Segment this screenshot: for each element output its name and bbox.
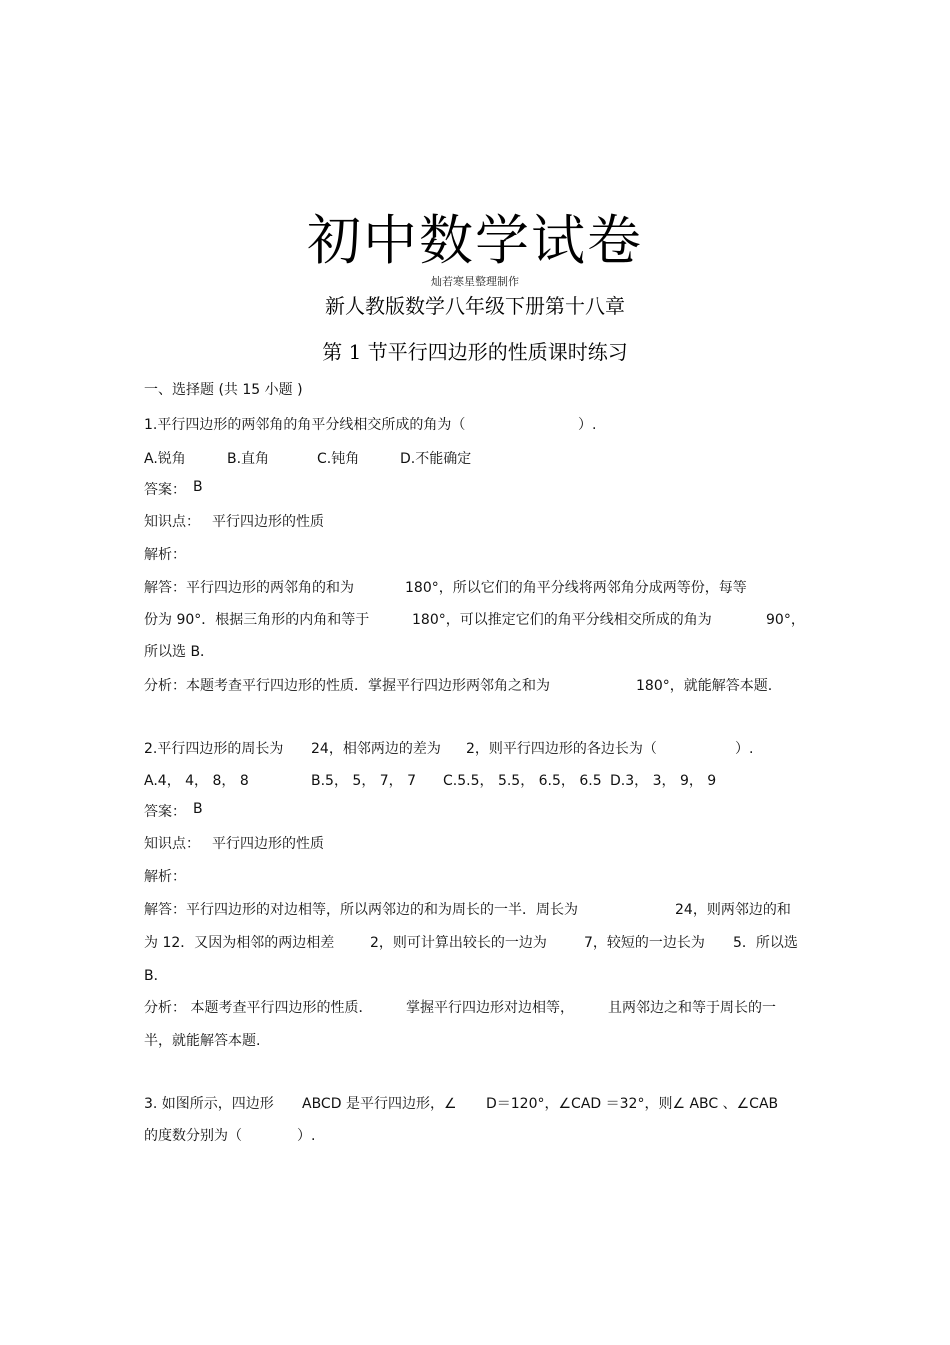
q2-solution-2a: 为 12．又因为相邻的两边相差 xyxy=(144,935,335,951)
q2-stem-c: 2，则平行四边形的各边长为（ xyxy=(466,741,657,757)
q2-stem-d: ）. xyxy=(735,741,754,757)
q1-solution-2c: 90°， xyxy=(766,612,805,628)
q1-analysis-b: 180°，就能解答本题. xyxy=(636,678,773,694)
q2-option-d: D.3， 3， 9， 9 xyxy=(610,773,717,789)
q1-answer-label: 答案： xyxy=(144,482,186,498)
q2-analysis-1a: 分析： 本题考查平行四边形的性质． xyxy=(144,1000,373,1016)
q1-knowledge-point: 平行四边形的性质 xyxy=(212,514,324,530)
q2-solution-2d: 5．所以选 xyxy=(733,935,798,951)
q2-answer: B xyxy=(193,801,203,817)
q2-option-b: B.5， 5， 7， 7 xyxy=(311,773,417,789)
q1-jiexi-label: 解析： xyxy=(144,547,186,563)
q2-analysis-1b: 掌握平行四边形对边相等， xyxy=(406,1000,574,1016)
q1-solution-2a: 份为 90°．根据三角形的内角和等于 xyxy=(144,612,370,628)
q2-solution-2b: 2，则可计算出较长的一边为 xyxy=(370,935,547,951)
lesson-title: 第 1 节平行四边形的性质课时练习 xyxy=(322,340,628,364)
q2-stem-b: 24，相邻两边的差为 xyxy=(311,741,441,757)
q2-solution-1b: 24，则两邻边的和 xyxy=(675,902,791,918)
q1-option-d: D.不能确定 xyxy=(400,451,472,467)
q2-answer-label: 答案： xyxy=(144,804,186,820)
q1-solution-1b: 180°，所以它们的角平分线将两邻角分成两等份，每等 xyxy=(405,580,747,596)
q2-analysis-1c: 且两邻边之和等于周长的一 xyxy=(608,1000,776,1016)
q1-stem-b: ）. xyxy=(578,417,597,433)
q2-kp-label: 知识点： xyxy=(144,836,200,852)
q2-solution-3: B． xyxy=(144,968,168,984)
q1-answer: B xyxy=(193,479,203,495)
section-heading: 一、选择题 (共 15 小题 ) xyxy=(144,382,303,398)
credit-line: 灿若寒星整理制作 xyxy=(431,275,519,288)
q2-knowledge-point: 平行四边形的性质 xyxy=(212,836,324,852)
q3-stem-1b: ABCD 是平行四边形，∠ xyxy=(302,1096,457,1112)
q3-stem-1a: 3. 如图所示，四边形 xyxy=(144,1096,274,1112)
q2-stem-a: 2.平行四边形的周长为 xyxy=(144,741,284,757)
q1-option-c: C.钝角 xyxy=(317,451,360,467)
q2-solution-1a: 解答：平行四边形的对边相等，所以两邻边的和为周长的一半．周长为 xyxy=(144,902,578,918)
q1-solution-2b: 180°，可以推定它们的角平分线相交所成的角为 xyxy=(412,612,712,628)
page-title: 初中数学试卷 xyxy=(307,209,643,272)
q2-option-c: C.5.5， 5.5， 6.5， 6.5 xyxy=(443,773,602,789)
q1-option-a: A.锐角 xyxy=(144,451,186,467)
q3-stem-2a: 的度数分别为（ xyxy=(144,1128,242,1144)
q2-jiexi-label: 解析： xyxy=(144,869,186,885)
q3-stem-1c: D＝120°，∠CAD ＝32°，则∠ ABC 、∠CAB xyxy=(486,1096,779,1112)
q3-stem-2b: ）. xyxy=(297,1128,316,1144)
q1-solution-3: 所以选 B． xyxy=(144,644,215,660)
q2-option-a: A.4， 4， 8， 8 xyxy=(144,773,249,789)
q1-stem-a: 1.平行四边形的两邻角的角平分线相交所成的角为（ xyxy=(144,417,466,433)
q1-kp-label: 知识点： xyxy=(144,514,200,530)
q2-analysis-2: 半，就能解答本题. xyxy=(144,1033,261,1049)
q1-analysis-a: 分析：本题考查平行四边形的性质．掌握平行四边形两邻角之和为 xyxy=(144,678,550,694)
q1-option-b: B.直角 xyxy=(227,451,270,467)
chapter-subtitle: 新人教版数学八年级下册第十八章 xyxy=(325,294,625,318)
q2-solution-2c: 7，较短的一边长为 xyxy=(584,935,705,951)
q1-solution-1a: 解答：平行四边形的两邻角的和为 xyxy=(144,580,354,596)
